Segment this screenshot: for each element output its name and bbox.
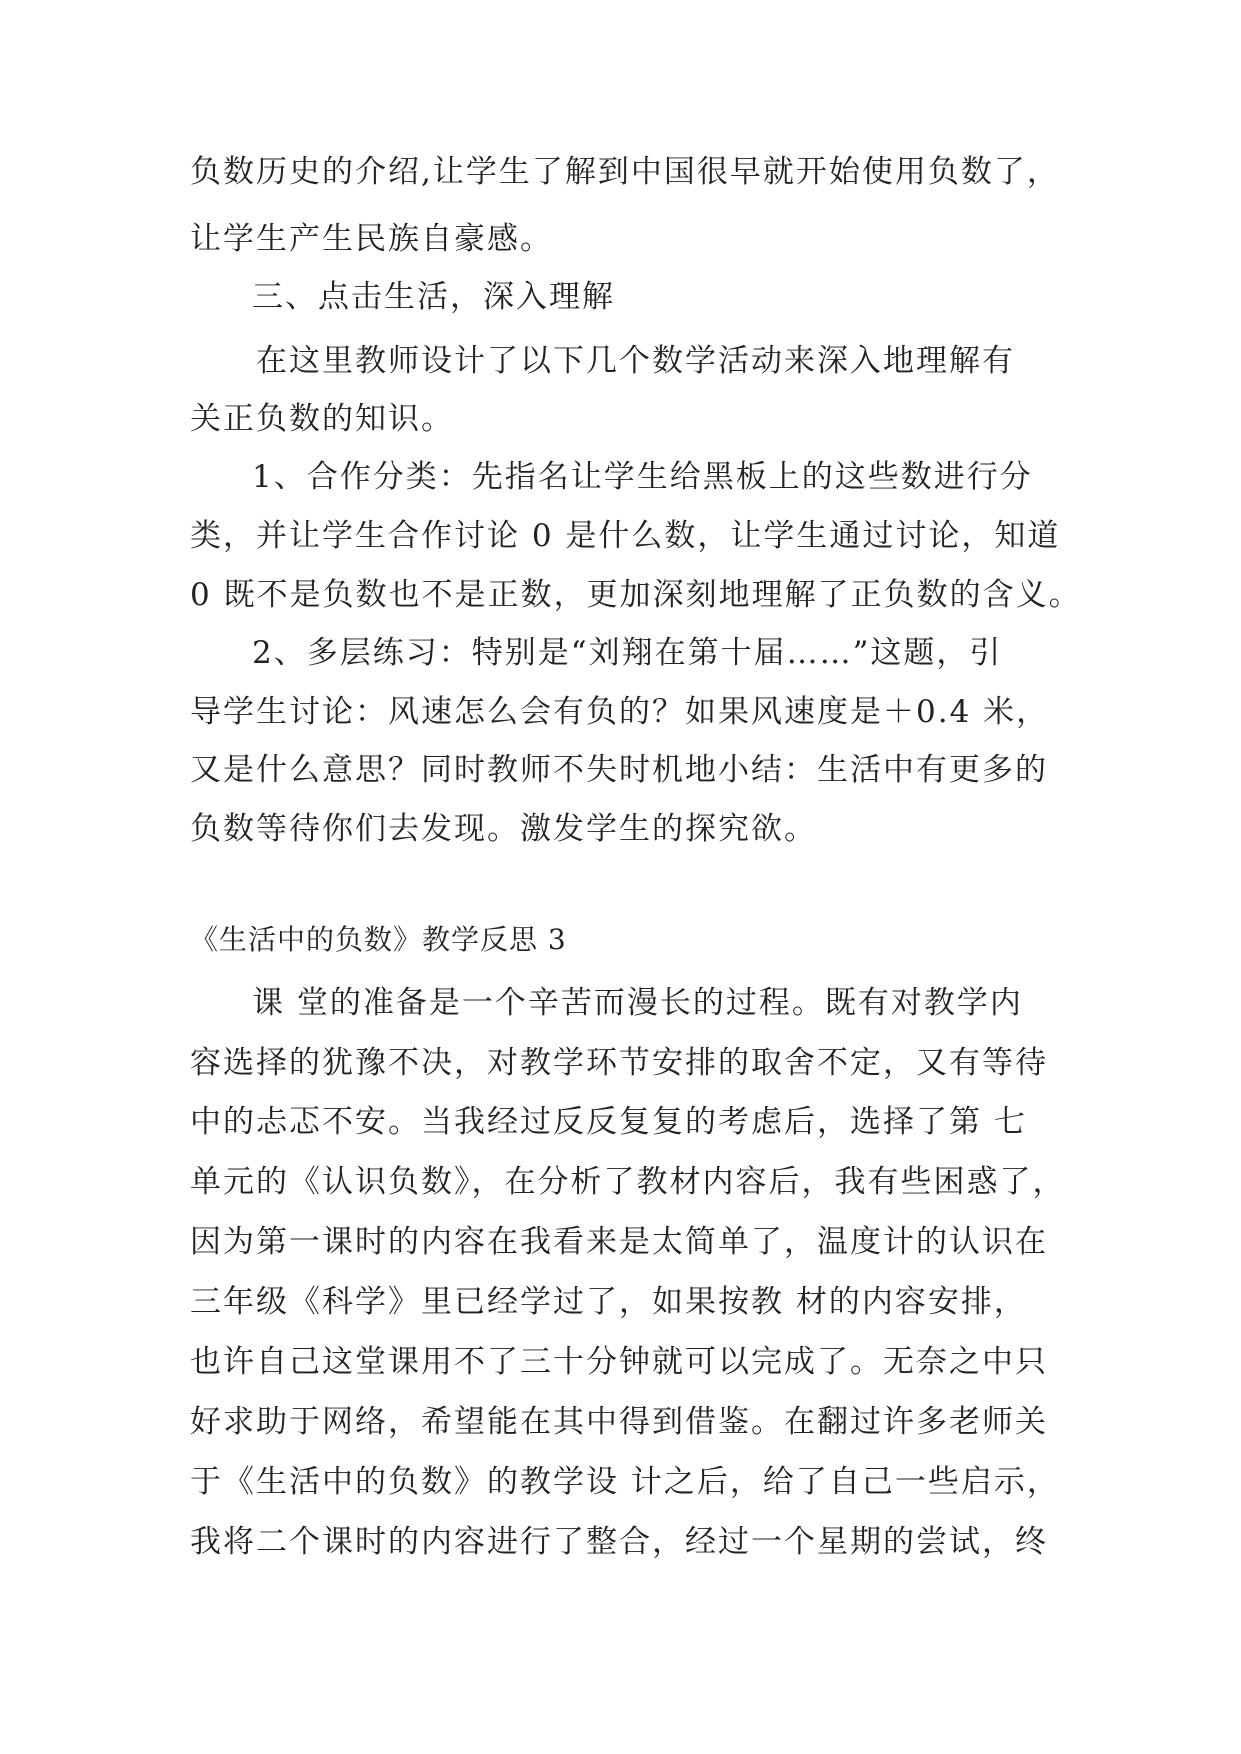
paragraph-line: 0 既不是负数也不是正数，更加深刻地理解了正负数的含义。 [190, 577, 1082, 613]
paragraph-line: 因为第一课时的内容在我看来是太简单了，温度计的认识在 [190, 1224, 1048, 1260]
paragraph-line: 又是什么意思？同时教师不失时机地小结：生活中有更多的 [190, 752, 1048, 788]
paragraph-line: 类，并让学生合作讨论 0 是什么数，让学生通过讨论，知道 [190, 518, 1061, 554]
paragraph-line: 好求助于网络，希望能在其中得到借鉴。在翻过许多老师关 [190, 1404, 1048, 1440]
paragraph-line: 让学生产生民族自豪感。 [190, 221, 553, 257]
paragraph-line: 2、多层练习：特别是“刘翔在第十届……”这题，引 [252, 635, 1003, 671]
paragraph-line: 也许自己这堂课用不了三十分钟就可以完成了。无奈之中只 [190, 1344, 1048, 1380]
document-title: 《生活中的负数》教学反思 3 [190, 923, 567, 956]
paragraph-line: 导学生讨论：风速怎么会有负的？如果风速度是＋0.4 米， [190, 694, 1050, 730]
paragraph-line: 关正负数的知识。 [190, 401, 454, 437]
paragraph-line: 课 堂的准备是一个辛苦而漫长的过程。既有对教学内 [252, 985, 1023, 1021]
section-heading: 三、点击生活，深入理解 [252, 279, 615, 315]
paragraph-line: 中的忐忑不安。当我经过反反复复的考虑后，选择了第 七 [190, 1104, 1027, 1140]
paragraph-line: 负数历史的介绍,让学生了解到中国很早就开始使用负数了， [190, 154, 1060, 190]
paragraph-line: 单元的《认识负数》，在分析了教材内容后，我有些困惑了， [190, 1164, 1066, 1200]
paragraph-line: 于《生活中的负数》的教学设 计之后，给了自己一些启示， [190, 1464, 1060, 1500]
paragraph-line: 在这里教师设计了以下几个数学活动来深入地理解有 [256, 343, 1015, 379]
paragraph-line: 我将二个课时的内容进行了整合，经过一个星期的尝试，终 [190, 1524, 1048, 1560]
paragraph-line: 容选择的犹豫不决，对教学环节安排的取舍不定，又有等待 [190, 1045, 1048, 1081]
paragraph-line: 负数等待你们去发现。激发学生的探究欲。 [190, 811, 817, 847]
paragraph-line: 三年级《科学》里已经学过了，如果按教 材的内容安排， [190, 1284, 1027, 1320]
paragraph-line: 1、合作分类：先指名让学生给黑板上的这些数进行分 [252, 459, 1033, 495]
